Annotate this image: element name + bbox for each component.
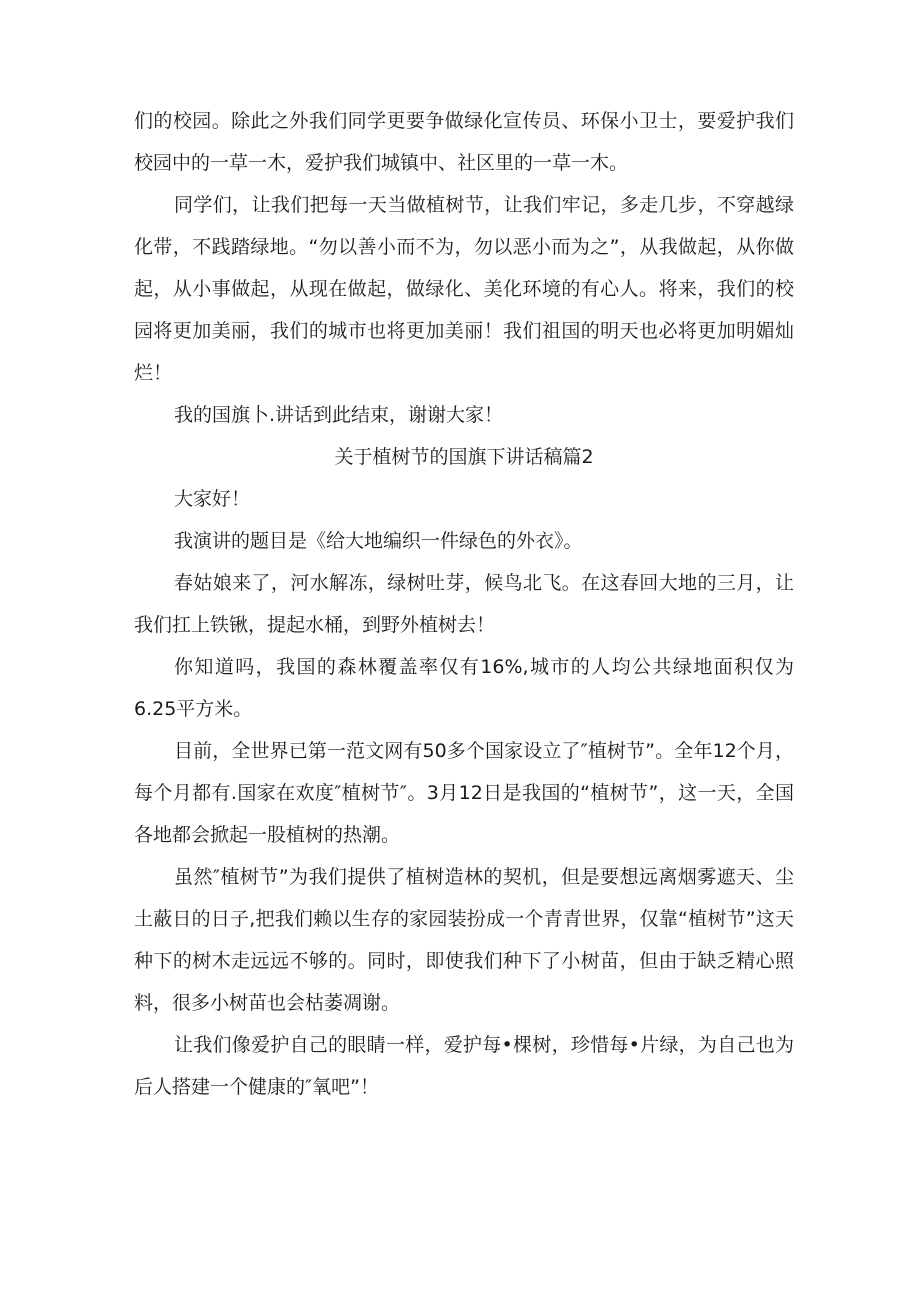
paragraph: 目前，全世界已第一范文网有50多个国家设立了″植树节”。全年12个月，每个月都有.国家在欢度″植树节″。3月12日是我国的“植树节”，这一天，全国各地都会掀起一股植树的热潮。 xyxy=(134,740,794,846)
document-body xyxy=(134,100,794,1108)
paragraph: 你知道吗，我国的森林覆盖率仅有16%,城市的人均公共绿地面积仅为6.25平方米。 xyxy=(134,656,794,720)
paragraph: 让我们像爱护自己的眼睛一样，爱护每•棵树，珍惜每•片绿，为自己也为后人搭建一个健康的″氧吧”！ xyxy=(134,1034,794,1098)
greeting: 大家好！ xyxy=(174,488,251,510)
paragraph-continued: 们的校园。除此之外我们同学更要争做绿化宣传员、环保小卫士，要爱护我们校园中的一草一木，爱护我们城镇中、社区里的一草一木。 xyxy=(134,110,794,174)
paragraph: 我演讲的题目是《给大地编织一件绿色的外衣》。 xyxy=(174,530,583,552)
paragraph: 虽然″植树节”为我们提供了植树造林的契机，但是要想远离烟雾遮天、尘土蔽日的日子,把我们赖以生存的家园装扮成一个青青世界，仅靠“植树节”这天种下的树木走远远不够的。同时，即使我们种下了小树苗，但由于缺乏精心照料，很多小树苗也会枯萎凋谢。 xyxy=(134,866,794,1014)
paragraph-closing: 我的国旗卜.讲话到此结束，谢谢大家！ xyxy=(174,404,504,426)
paragraph: 同学们，让我们把每一天当做植树节，让我们牢记，多走几步，不穿越绿化带，不践踏绿地。“勿以善小而不为，勿以恶小而为之”，从我做起，从你做起，从小事做起，从现在做起，做绿化、美化环境的有心人。将来，我们的校园将更加美丽，我们的城市也将更加美丽！我们祖国的明天也必将更加明媚灿烂！ xyxy=(134,194,794,384)
section-heading: 关于植树节的国旗下讲话稿篇2 xyxy=(334,446,594,468)
paragraph: 春姑娘来了，河水解冻，绿树吐芽，候鸟北飞。在这春回大地的三月，让我们扛上铁锹，提起水桶，到野外植树去！ xyxy=(134,572,794,636)
